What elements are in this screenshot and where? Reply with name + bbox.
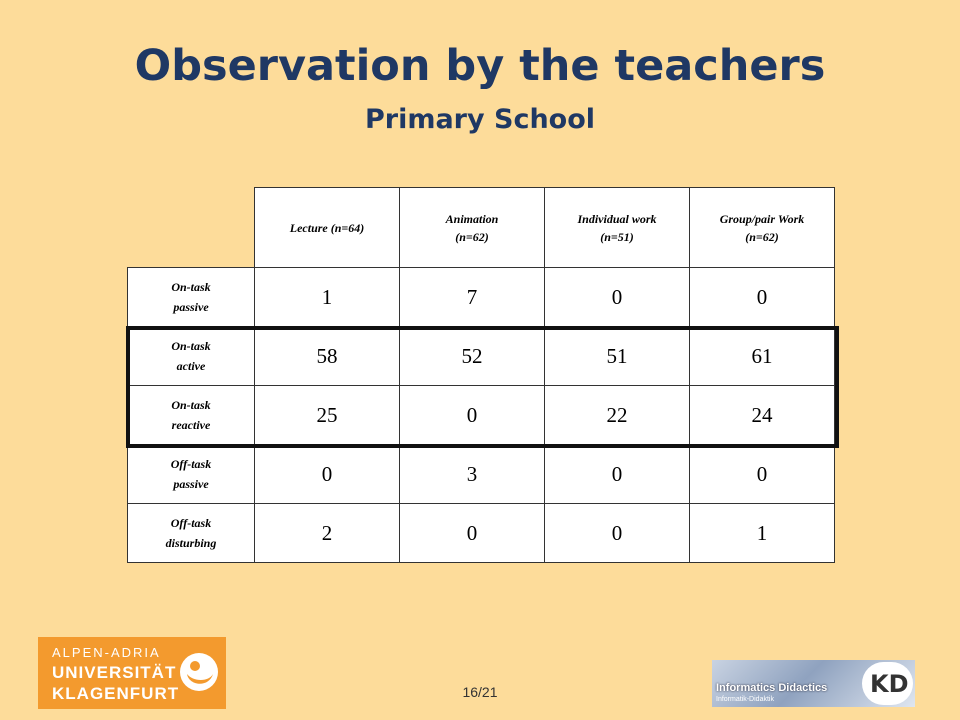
column-header-animation: Animation (n=62) (400, 188, 545, 268)
slide-title: Observation by the teachers (134, 41, 826, 91)
kd-mark-icon (862, 662, 913, 705)
row-header-on-task-passive: On-task passive (128, 268, 255, 327)
observation-table (127, 187, 835, 563)
table-row (128, 327, 835, 386)
table-cell: 22 (545, 386, 690, 445)
table-cell: 58 (255, 327, 400, 386)
table-cell: 7 (400, 268, 545, 327)
logo-kd-title: Informatics Didactics (716, 682, 828, 694)
logo-line-1: ALPEN-ADRIA (52, 645, 161, 660)
table-cell: 0 (545, 504, 690, 563)
column-header-group-pair-work: Group/pair Work (n=62) (690, 188, 835, 268)
table-cell: 24 (690, 386, 835, 445)
table-cell: 0 (400, 504, 545, 563)
table-cell: 61 (690, 327, 835, 386)
table-cell: 51 (545, 327, 690, 386)
table-cell: 0 (545, 268, 690, 327)
table-header-row (128, 188, 835, 268)
university-logo (38, 637, 226, 709)
table-cell: 1 (690, 504, 835, 563)
row-header-on-task-active: On-task active (128, 327, 255, 386)
table-cell: 25 (255, 386, 400, 445)
row-header-on-task-reactive: On-task reactive (128, 386, 255, 445)
table-cell: 52 (400, 327, 545, 386)
logo-kd-subtitle: Informatik-Didaktik (716, 696, 774, 703)
table-row (128, 386, 835, 445)
row-header-off-task-disturbing: Off-task disturbing (128, 504, 255, 563)
table-cell: 0 (255, 445, 400, 504)
table-cell: 2 (255, 504, 400, 563)
table-cell: 0 (400, 386, 545, 445)
column-header-individual-work: Individual work (n=51) (545, 188, 690, 268)
page-number: 16/21 (462, 684, 498, 700)
table-cell: 3 (400, 445, 545, 504)
table-cell: 1 (255, 268, 400, 327)
table-row (128, 268, 835, 327)
logo-line-2: UNIVERSITÄT (52, 663, 177, 682)
slide-subtitle: Primary School (364, 104, 596, 135)
university-emblem-icon (179, 652, 219, 692)
table-row (128, 445, 835, 504)
kd-mark-text: KD (870, 670, 909, 698)
table-cell: 0 (690, 268, 835, 327)
slide-title-block (0, 38, 960, 138)
table-row (128, 504, 835, 563)
column-header-lecture: Lecture (n=64) (255, 188, 400, 268)
table-cell: 0 (690, 445, 835, 504)
table-corner-cell (128, 188, 255, 268)
logo-line-3: KLAGENFURT (52, 684, 180, 703)
informatics-didactics-logo (712, 660, 915, 707)
row-header-off-task-passive: Off-task passive (128, 445, 255, 504)
table-cell: 0 (545, 445, 690, 504)
